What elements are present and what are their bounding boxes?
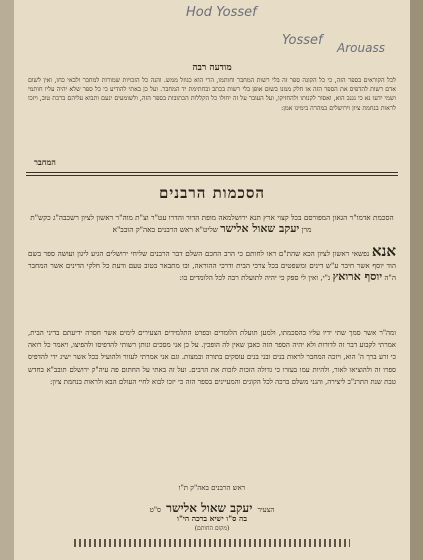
author-signature: המחבר [34, 157, 56, 167]
body-text-1: נפשאי ראשון לציון הכא שהת"ם ראו לחותם כי הרב החכם השלם דבר הרבנים שליחי ירושלים הגיע ליגון ועושה ספר בשם הוד יוסף אשר חיבר ע"ש דינים ומשפטים בכל צרכי הבית ודרכי ההוראה, ובו מתבאר בטוב טעם ודעת כל חלקי הדינים אשר המחבר ה"ה [28, 249, 396, 282]
divider-thin [26, 175, 398, 176]
author-name: יוסף ארואץ [332, 270, 383, 283]
handwritten-note-top: Hod Yossef [186, 5, 257, 20]
haskama-intro [28, 212, 396, 235]
haskamot-title: הסכמות הרבנים [159, 184, 265, 202]
book-page [14, 0, 410, 560]
signature-line: בה ס"ו ישיא ברכה הי"ו [177, 514, 247, 523]
body-text-1-end: נ"י, ואין לי ספק כי יהיה לתועלת רבה לכל הלומדים בו: [179, 273, 331, 282]
divider-thick [26, 172, 398, 173]
closing-line: ראש הרבנים באה"ק ת"ו [178, 484, 246, 492]
handwritten-note-surname: Arouass [337, 41, 385, 55]
intro-text: הסכמת אדמו"ר הגאון המפורסם בכל קצוי ארץ תנא ירושלמאה מופת הדור והדרו עט"ר וצ"ת מוה"ר ראשון לציון רשכבה"ג כקש"ת מרן [30, 213, 394, 234]
haskama-body-second: ומה"ר אשר סמך שתי ידיו עליו בהסכמתו, ולמען תועלת הלומדים ובפרט התלמידים הצעירים לימים אשר חסרה ידיעתם בדיני הבית, אמרתי לקבוע דבר זה לדורות ולא יהיה הספר הזה כאבן שאין לה הופכין. על כן אני מסכים ונותן רשותי להדפיסו ולהפיצו, ויאמר כל רואה כי זרע ברך ה' הוא, ויזכה המחבר לראות בנים ובני בנים עוסקים בתורה ובמצות. וגם אני אמרתי לעזור ולהועיל ככל אשר ישיג ידי להדפיס ספרו זה ולהוציאו לאור, ולהיות עמו בעזרו כי גדולה הזכות לזכות את הרבים. ועל זה באתי על החתום פה עיה"ק ירושלם תובב"א בחדש טבת שנת התרנ"ב ליצירה, והנני משלם ברכה לכל הקונים והמעיינים בספר הזה כי יזכו לבוא לחיי העולם הבא ולראות בנחמת ציון: [28, 329, 396, 386]
haskama-body-first [28, 242, 396, 284]
ornament-divider [74, 539, 350, 547]
seal-place: (מקום החותם) [194, 525, 230, 532]
opening-word: אנא [371, 242, 396, 260]
intro-rabbi-name: יעקב שאול אלישר [220, 222, 300, 235]
handwritten-note-name: Yossef [282, 33, 323, 48]
book-edge [410, 0, 423, 560]
notice-title: מודעה רבה [192, 63, 232, 73]
intro-suffix: שליט"א ראש הרבנים באה"ק הובב"א [112, 225, 218, 234]
notice-text: לכל הקוראים בספר הזה, כי כל הקונה ספר זה בלי רשות המחבר וחותמו, הרי הוא כגוזל ממש. והנה כל הזכויות שמורות למחבר ולבאי כחו, ואין לשום אדם רשות להדפיס את הספר הזה או חלק ממנו בשום אופן בלי רשות בכתב ובחתימת יד המחבר. ועל כן באתי להודיע כי כל ספר שלא יהיה עליו חותמי ושמי ידעו נא כי נגנב הוא, ואסור לקנותו ולהחזיקו, ועל העובר על זה יחולו כל הקללות הכתובות בספר הזה, ולשומעים ינעם ותבוא עליהם ברכת טוב, ויזכו לראות בנחמת ציון וירושלים במהרה בימינו אמן: [28, 77, 396, 112]
signature-suffix: ס"ט [149, 506, 162, 514]
signature-prefix: הצעיר [257, 506, 275, 514]
signature-name: יעקב שאול אלישר [166, 501, 253, 515]
